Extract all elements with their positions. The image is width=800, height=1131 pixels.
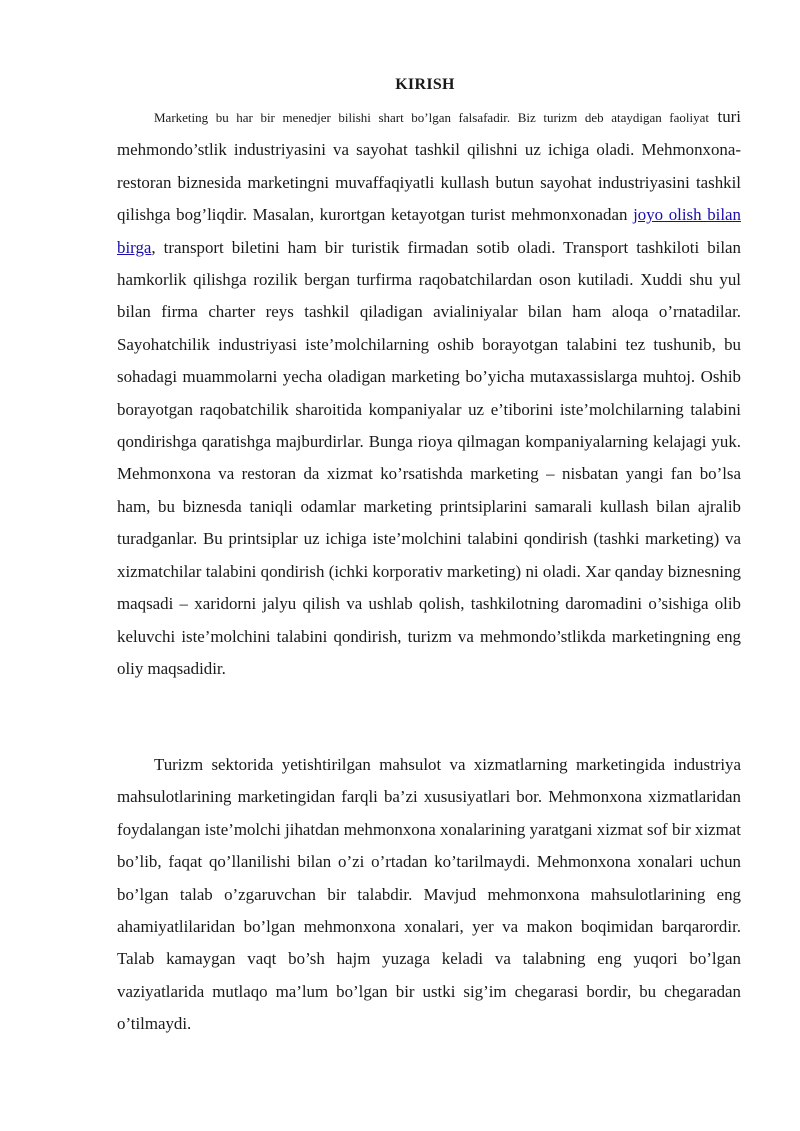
paragraph-text: turi mehmondo’stlik industriyasini va sayohat tashkil qilishni uz ichiga oladi. Mehmonxona-restoran biznesida marketingni muvaffaqiyatli kullash butun sayohat industriyasini tashkil qilishga bog’liqdir. Masalan, kurortgan ketayotgan turist mehmonxonadan — [117, 107, 741, 225]
page-title: KIRISH — [395, 76, 455, 93]
intro-small-text: Marketing bu har bir menedjer bilishi shart bo’lgan falsafadir. Biz turizm deb ataydigan faoliyat — [154, 110, 709, 125]
inline-link[interactable]: joyo olish bilan birga — [117, 205, 741, 257]
paragraph-text: , transport biletini ham bir turistik firmadan sotib oladi. Transport tashkiloti bilan hamkorlik qilishga rozilik bergan turfirma raqobatchilardan oson kutiladi. Xuddi shu yul bilan firma charter reys tashkil qiladigan avialiniyalar bilan ham aloqa o’rnatadilar. Sayohatchilik industriyasi iste’molchilarning oshib borayotgan talabini tez tushunib, bu sohadagi muammolarni yecha oladigan marketing bo’yicha mutaxassislarga muhtoj. Oshib borayotgan raqobatchilik sharoitida kompaniyalar uz e’tiborini iste’molchilarning talabini qondirishga qaratishga majburdirlar. Bunga rioya qilmagan kompaniyalarning kelajagi yuk. Mehmonxona va restoran da xizmat ko’rsatishda marketing – nisbatan yangi fan bo’lsa ham, bu biznesda taniqli odamlar marketing printsiplarini samarali kullash bilan ajralib turadganlar. Bu printsiplar uz ichiga iste’molchini talabini qondirish (tashki marketing) va xizmatchilar talabini qondirish (ichki korporativ marketing) ni oladi. Xar qanday biznesning maqsadi – xaridorni jalyu qilish va ushlab qolish, tashkilotning daromadini o’sishiga olib keluvchi iste’molchini talabini qondirish, turizm va mehmondo’stlikda marketingning eng oliy maqsadidir. — [117, 237, 741, 678]
paragraph-tourism-sector: Turizm sektorida yetishtirilgan mahsulot va xizmatlarning marketingida industriya mahsulotlarining marketingidan farqli ba’zi xususiyatlari bor. Mehmonxona xizmatlaridan foydalangan iste’molchi jihatdan mehmonxona xonalarining yaratgani xizmat sof bir xizmat bo’lib, faqat qo’llanilishi bilan o’zi o’rtadan ko’tarilmaydi. Mehmonxona xonalari uchun bo’lgan talab o’zgaruvchan bir talabdir. Mavjud mehmonxona mahsulotlarining eng ahamiyatlilaridan bo’lgan mehmonxona xonalari, yer va makon boqimidan barqarordir. Talab kamaygan vaqt bo’sh hajm yuzaga keladi va talabning eng yuqori bo’lgan vaziyatlarida mutlaqo ma’lum bo’lgan bir ustki sig’im chegarasi bordir, bu chegaradan o’tilmaydi. — [117, 755, 741, 1034]
paragraph-intro — [117, 101, 741, 685]
